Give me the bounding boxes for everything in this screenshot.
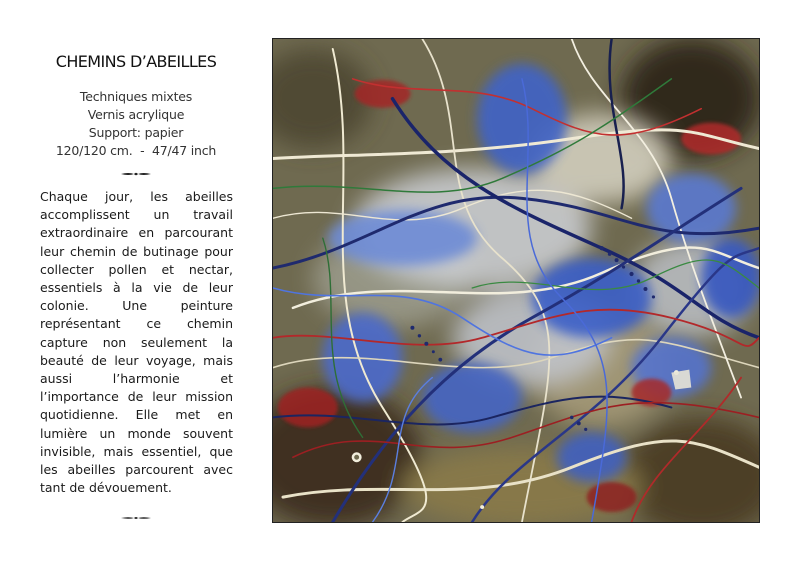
artwork-details [40,88,232,160]
abstract-painting-artwork [273,39,759,522]
ornament-divider-top [121,171,151,177]
artwork-dimensions: 120/120 cm. - 47/47 inch [55,143,217,158]
artwork-varnish: Vernis acrylique [87,107,185,122]
ornament-divider-bottom [121,515,151,521]
painting-image [272,38,760,523]
artwork-title: CHEMINS D’ABEILLES [55,52,217,71]
artwork-technique: Techniques mixtes [79,89,193,104]
artwork-support: Support: papier [88,125,184,140]
artwork-description: Chaque jour, les abeilles accomplissent un travail extraordinaire en parcourant leur chemin de butinage pour collecter pollen et nectar, essentiels à la vie de leur colonie. Une peinture représentant ce chemin capture non seulement la beauté de leur voyage, mais aussi l’harmonie et l’importance de leur mission quotidienne. Elle met en lumière un monde souvent invisible, mais essentiel, que les abeilles parcourent avec tant de dévouement. [40,189,233,496]
